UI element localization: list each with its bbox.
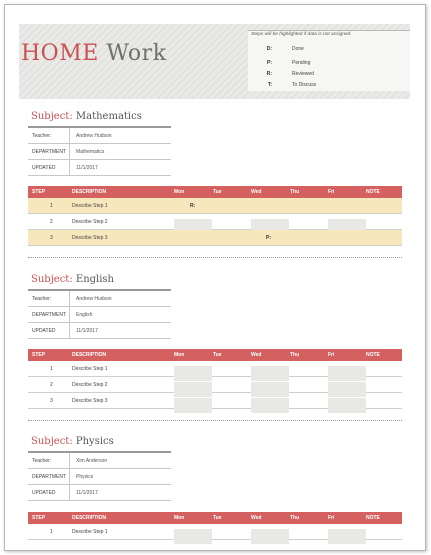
col-thu: Thu — [290, 515, 300, 521]
legend-code: R: — [266, 71, 272, 77]
status-mark-tue[interactable]: R: — [190, 203, 196, 209]
step-number: 2 — [50, 219, 53, 225]
info-row-department — [28, 468, 171, 484]
steps-table — [28, 349, 402, 409]
subject-label: Subject: — [31, 274, 73, 285]
steps-table — [28, 512, 402, 540]
col-fri: Fri — [328, 515, 335, 521]
col-note: NOTE — [366, 352, 380, 358]
info-row-department — [28, 306, 171, 322]
status-legend — [248, 30, 410, 91]
info-row-teacher — [28, 451, 171, 468]
col-step: STEP — [32, 352, 46, 358]
info-key: UPDATED — [32, 490, 56, 496]
col-note: NOTE — [366, 515, 380, 521]
subject-name: Mathematics — [75, 111, 142, 122]
col-wed: Wed — [251, 515, 262, 521]
step-description[interactable]: Describe Step 1 — [72, 366, 108, 372]
info-row-updated — [28, 484, 171, 501]
step-description[interactable]: Describe Step 1 — [72, 529, 108, 535]
section-divider — [28, 420, 402, 421]
table-row[interactable] — [28, 230, 402, 246]
steps-table-header — [28, 512, 402, 524]
department-value[interactable]: Mathematics — [76, 149, 105, 155]
homework-sheet — [4, 4, 426, 551]
steps-table-header — [28, 349, 402, 361]
department-value[interactable]: English — [76, 312, 93, 318]
step-description[interactable]: Describe Step 3 — [72, 235, 108, 241]
info-row-department — [28, 143, 171, 159]
col-description: DESCRIPTION — [72, 189, 107, 195]
col-fri: Fri — [328, 352, 335, 358]
updated-value[interactable]: 11/1/2017 — [76, 490, 98, 496]
subject-name: Physics — [75, 436, 114, 447]
info-key: UPDATED — [32, 328, 56, 334]
col-mon: Mon — [174, 515, 185, 521]
step-description[interactable]: Describe Step 1 — [72, 203, 108, 209]
info-key: Teacher: — [32, 296, 52, 302]
col-thu: Thu — [290, 189, 300, 195]
info-row-updated — [28, 322, 171, 339]
col-mon: Mon — [174, 352, 185, 358]
subject-heading — [31, 436, 114, 447]
col-description: DESCRIPTION — [72, 515, 107, 521]
table-row[interactable] — [28, 198, 402, 214]
col-fri: Fri — [328, 189, 335, 195]
info-key: DEPARTMENT — [32, 149, 66, 155]
col-mon: Mon — [174, 189, 185, 195]
page-title — [21, 41, 167, 66]
subject-info-table — [28, 289, 171, 339]
col-wed: Wed — [251, 189, 262, 195]
table-row[interactable] — [28, 377, 402, 393]
table-row[interactable] — [28, 524, 402, 540]
step-number: 1 — [50, 366, 53, 372]
step-number: 2 — [50, 382, 53, 388]
info-key: Teacher: — [32, 458, 52, 464]
legend-label: To Discuss — [292, 82, 317, 88]
subject-label: Subject: — [31, 436, 73, 447]
subject-label: Subject: — [31, 111, 73, 122]
col-step: STEP — [32, 515, 46, 521]
teacher-value[interactable]: Andrew Hudson — [76, 296, 112, 302]
col-description: DESCRIPTION — [72, 352, 107, 358]
subject-info-table — [28, 126, 171, 176]
col-tue: Tue — [213, 515, 222, 521]
info-row-updated — [28, 159, 171, 176]
teacher-value[interactable]: Xim Anderson — [76, 458, 108, 464]
updated-value[interactable]: 11/1/2017 — [76, 328, 98, 334]
section-divider — [28, 257, 402, 258]
subject-heading — [31, 274, 114, 285]
info-key: UPDATED — [32, 165, 56, 171]
col-thu: Thu — [290, 352, 300, 358]
step-number: 3 — [50, 398, 53, 404]
steps-table — [28, 186, 402, 246]
title-word-home: HOME — [21, 41, 99, 66]
legend-item — [248, 46, 410, 57]
info-key: DEPARTMENT — [32, 312, 66, 318]
step-description[interactable]: Describe Step 2 — [72, 382, 108, 388]
legend-item — [248, 60, 410, 71]
teacher-value[interactable]: Andrew Hudson — [76, 133, 112, 139]
legend-note: Steps will be highlighted if data is not assigned. — [251, 32, 352, 37]
info-row-teacher — [28, 126, 171, 143]
title-word-work: Work — [106, 41, 167, 66]
table-row[interactable] — [28, 361, 402, 377]
step-number: 3 — [50, 235, 53, 241]
step-description[interactable]: Describe Step 3 — [72, 398, 108, 404]
legend-code: D: — [266, 46, 272, 52]
status-mark-thu[interactable]: P: — [266, 235, 271, 241]
updated-value[interactable]: 11/1/2017 — [76, 165, 98, 171]
subject-info-table — [28, 451, 171, 501]
steps-table-header — [28, 186, 402, 198]
subject-heading — [31, 111, 142, 122]
table-row[interactable] — [28, 214, 402, 230]
col-wed: Wed — [251, 352, 262, 358]
legend-code: P: — [267, 60, 272, 66]
legend-item — [248, 71, 410, 82]
legend-label: Reviewed — [292, 71, 314, 77]
col-tue: Tue — [213, 189, 222, 195]
info-key: Teacher: — [32, 133, 52, 139]
legend-label: Pending — [292, 60, 311, 66]
col-tue: Tue — [213, 352, 222, 358]
info-row-teacher — [28, 289, 171, 306]
step-number: 1 — [50, 203, 53, 209]
col-note: NOTE — [366, 189, 380, 195]
step-number: 1 — [50, 529, 53, 535]
legend-label: Done — [292, 46, 304, 52]
department-value[interactable]: Physics — [76, 474, 94, 480]
legend-code: T: — [267, 82, 272, 88]
table-row[interactable] — [28, 393, 402, 409]
legend-item — [248, 82, 410, 93]
col-step: STEP — [32, 189, 46, 195]
step-description[interactable]: Describe Step 2 — [72, 219, 108, 225]
subject-name: English — [75, 274, 115, 285]
info-key: DEPARTMENT — [32, 474, 66, 480]
